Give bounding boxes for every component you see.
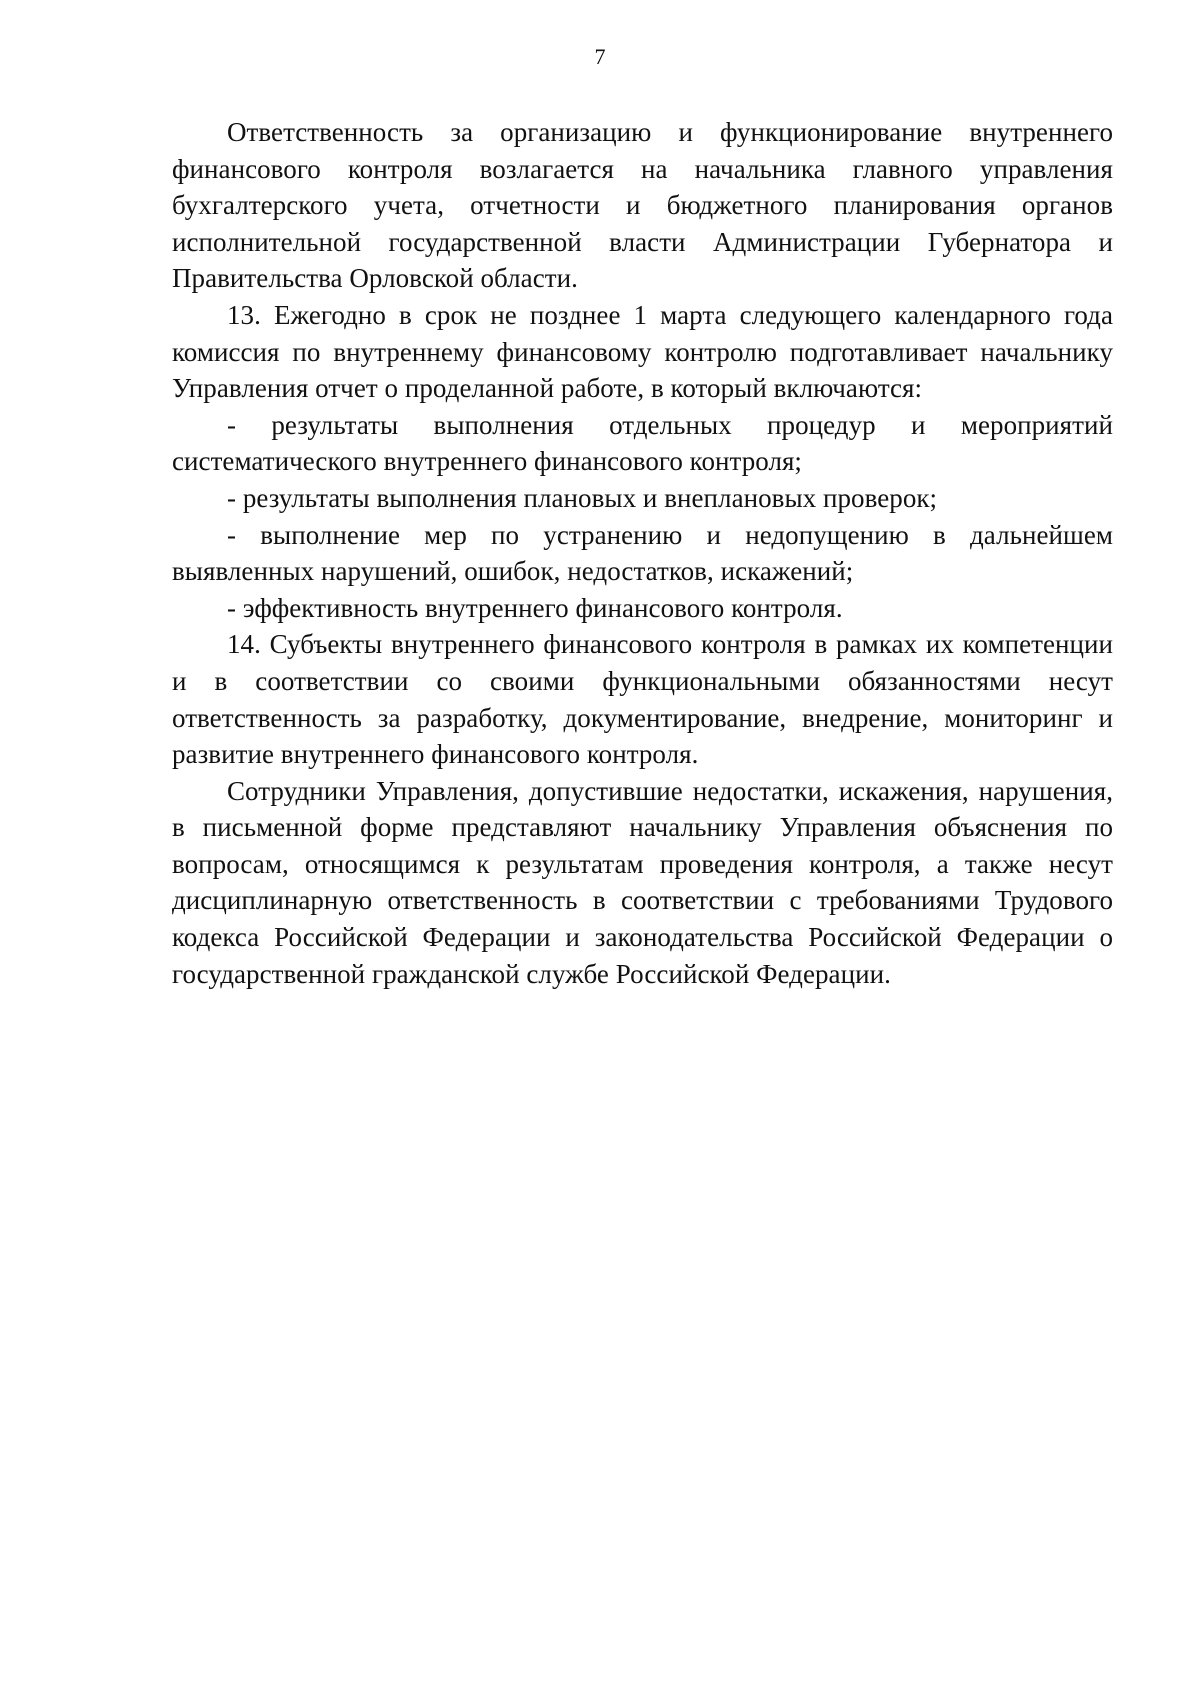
- paragraph-responsibility: Ответственность за организацию и функционирование внутреннего финансового контроля возлагается на начальника главного управления бухгалтерского учета, отчетности и бюджетного планирования органов исполнительной государственной власти Администрации Губернатора и Правительства Орловской области.: [172, 117, 1113, 294]
- page-number: 7: [594, 44, 606, 69]
- list-item-procedure-results: - результаты выполнения отдельных процедур и мероприятий систематического внутреннего финансового контроля;: [172, 409, 1113, 477]
- document-body: [172, 114, 1113, 992]
- paragraph-staff-responsibility: Сотрудники Управления, допустившие недостатки, искажения, нарушения, в письменной форме представляют начальнику Управления объяснения по вопросам, относящимся к результатам проведения контроля, а также несут дисциплинарную ответственность в соответствии с требованиями Трудового кодекса Российской Федерации и законодательства Российской Федерации о государственной гражданской службе Российской Федерации.: [172, 775, 1113, 989]
- paragraph-item-13: 13. Ежегодно в срок не позднее 1 марта следующего календарного года комиссия по внутреннему финансовому контролю подготавливает начальнику Управления отчет о проделанной работе, в который включаются:: [172, 299, 1113, 404]
- list-item-control-efficiency: - эффективность внутреннего финансового контроля.: [227, 592, 843, 623]
- list-item-inspection-results: - результаты выполнения плановых и внеплановых проверок;: [227, 482, 938, 513]
- paragraph-item-14: 14. Субъекты внутреннего финансового контроля в рамках их компетенции и в соответствии со своими функциональными обязанностями несут ответственность за разработку, документирование, внедрение, мониторинг и развитие внутреннего финансового контроля.: [172, 629, 1113, 770]
- list-item-remediation-measures: - выполнение мер по устранению и недопущению в дальнейшем выявленных нарушений, ошибок, недостатков, искажений;: [172, 519, 1113, 587]
